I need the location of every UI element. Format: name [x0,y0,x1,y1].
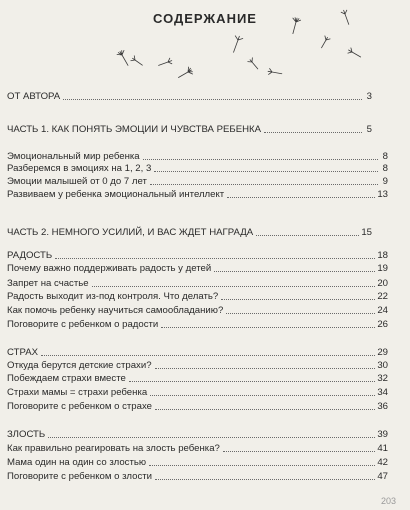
toc-entry-title: Страхи мамы = страхи ребенка [7,387,148,398]
toc-entry [0,316,410,330]
toc-entry-title: Мама один на один со злостью [7,457,147,468]
toc-entry [0,384,410,398]
toc-entry [0,288,410,302]
dot-leader [92,286,376,287]
dot-leader [223,451,375,452]
dot-leader [150,184,378,185]
toc-entry [0,88,410,102]
dot-leader [256,235,359,236]
dot-leader [155,409,375,410]
dot-leader [129,381,376,382]
toc-entry-title: РАДОСТЬ [7,250,53,261]
toc-entry-page: 42 [377,457,388,468]
toc-entry-page: 26 [377,319,388,330]
toc-entry-title: Поговорите с ребенком о злости [7,471,152,482]
toc-entry-page: 29 [377,347,388,358]
dot-leader [149,465,375,466]
page-title: СОДЕРЖАНИЕ [153,11,257,26]
toc-entry-title: Побеждаем страхи вместе [7,373,126,384]
toc-entry-title: Поговорите с ребенком о страхе [7,401,152,412]
toc-entry-page: 5 [366,124,372,135]
toc-entry-title: ЧАСТЬ 1. КАК ПОНЯТЬ ЭМОЦИИ И ЧУВСТВА РЕБЕНКА [7,124,262,135]
dot-leader [63,99,362,100]
toc-entry-page: 9 [382,176,388,187]
toc-entry-page: 8 [382,163,388,174]
toc-entry [0,160,410,174]
toc-entry-page: 34 [377,387,388,398]
toc-entry-title: ЗЛОСТЬ [7,429,46,440]
toc-entry-title: ОТ АВТОРА [7,91,61,102]
toc-entry-title: Как правильно реагировать на злость ребенка? [7,443,220,454]
toc-entry [0,426,410,440]
toc-entry-page: 22 [377,291,388,302]
toc-entry [0,398,410,412]
toc-entry-page: 18 [377,250,388,261]
toc-entry-title: СТРАХ [7,347,39,358]
dot-leader [155,479,375,480]
toc-entry-page: 24 [377,305,388,316]
toc-entry-page: 47 [377,471,388,482]
toc-entry-page: 19 [377,263,388,274]
toc-entry [0,275,410,289]
toc-entry-page: 32 [377,373,388,384]
toc-entry-page: 13 [377,189,388,200]
toc-entry-title: Разберемся в эмоциях на 1, 2, 3 [7,163,152,174]
toc-entry [0,186,410,200]
toc-entry-title: Как помочь ребенку научиться самообладанию? [7,305,224,316]
dot-leader [150,395,375,396]
toc-entry-title: Развиваем у ребенка эмоциональный интеллект [7,189,225,200]
toc-entry [0,247,410,261]
toc-entry [0,173,410,187]
dot-leader [155,368,376,369]
toc-entry-title: Запрет на счастье [7,278,89,289]
toc-entry [0,454,410,468]
toc-entry-page: 8 [382,151,388,162]
toc-entry-page: 36 [377,401,388,412]
toc-entry [0,224,410,238]
toc-entry-title: Откуда берутся детские страхи? [7,360,152,371]
toc-entry [0,357,410,371]
toc-entry-title: Радость выходит из-под контроля. Что делать? [7,291,219,302]
dot-leader [154,171,378,172]
toc-entry [0,344,410,358]
toc-entry-title: Эмоциональный мир ребенка [7,151,140,162]
toc-entry [0,260,410,274]
dot-leader [41,355,375,356]
toc-entry-title: Эмоции малышей от 0 до 7 лет [7,176,147,187]
toc-entry-page: 20 [377,278,388,289]
dot-leader [214,271,375,272]
dot-leader [161,327,375,328]
page-number: 203 [380,496,396,506]
toc-entry-page: 41 [377,443,388,454]
dot-leader [55,258,375,259]
toc-entry-page: 39 [377,429,388,440]
dot-leader [48,437,375,438]
dot-leader [221,299,375,300]
toc-entry [0,468,410,482]
dot-leader [227,197,375,198]
toc-entry [0,370,410,384]
dot-leader [226,313,375,314]
dot-leader [264,132,362,133]
toc-entry-title: Почему важно поддерживать радость у детей [7,263,212,274]
toc-entry-title: Поговорите с ребенком о радости [7,319,159,330]
toc-entry [0,440,410,454]
toc-entry-page: 15 [361,227,372,238]
toc-entry-title: ЧАСТЬ 2. НЕМНОГО УСИЛИЙ, И ВАС ЖДЕТ НАГРАДА [7,227,254,238]
toc-entry-page: 30 [377,360,388,371]
toc-entry [0,121,410,135]
toc-entry [0,302,410,316]
toc-entry-page: 3 [366,91,372,102]
